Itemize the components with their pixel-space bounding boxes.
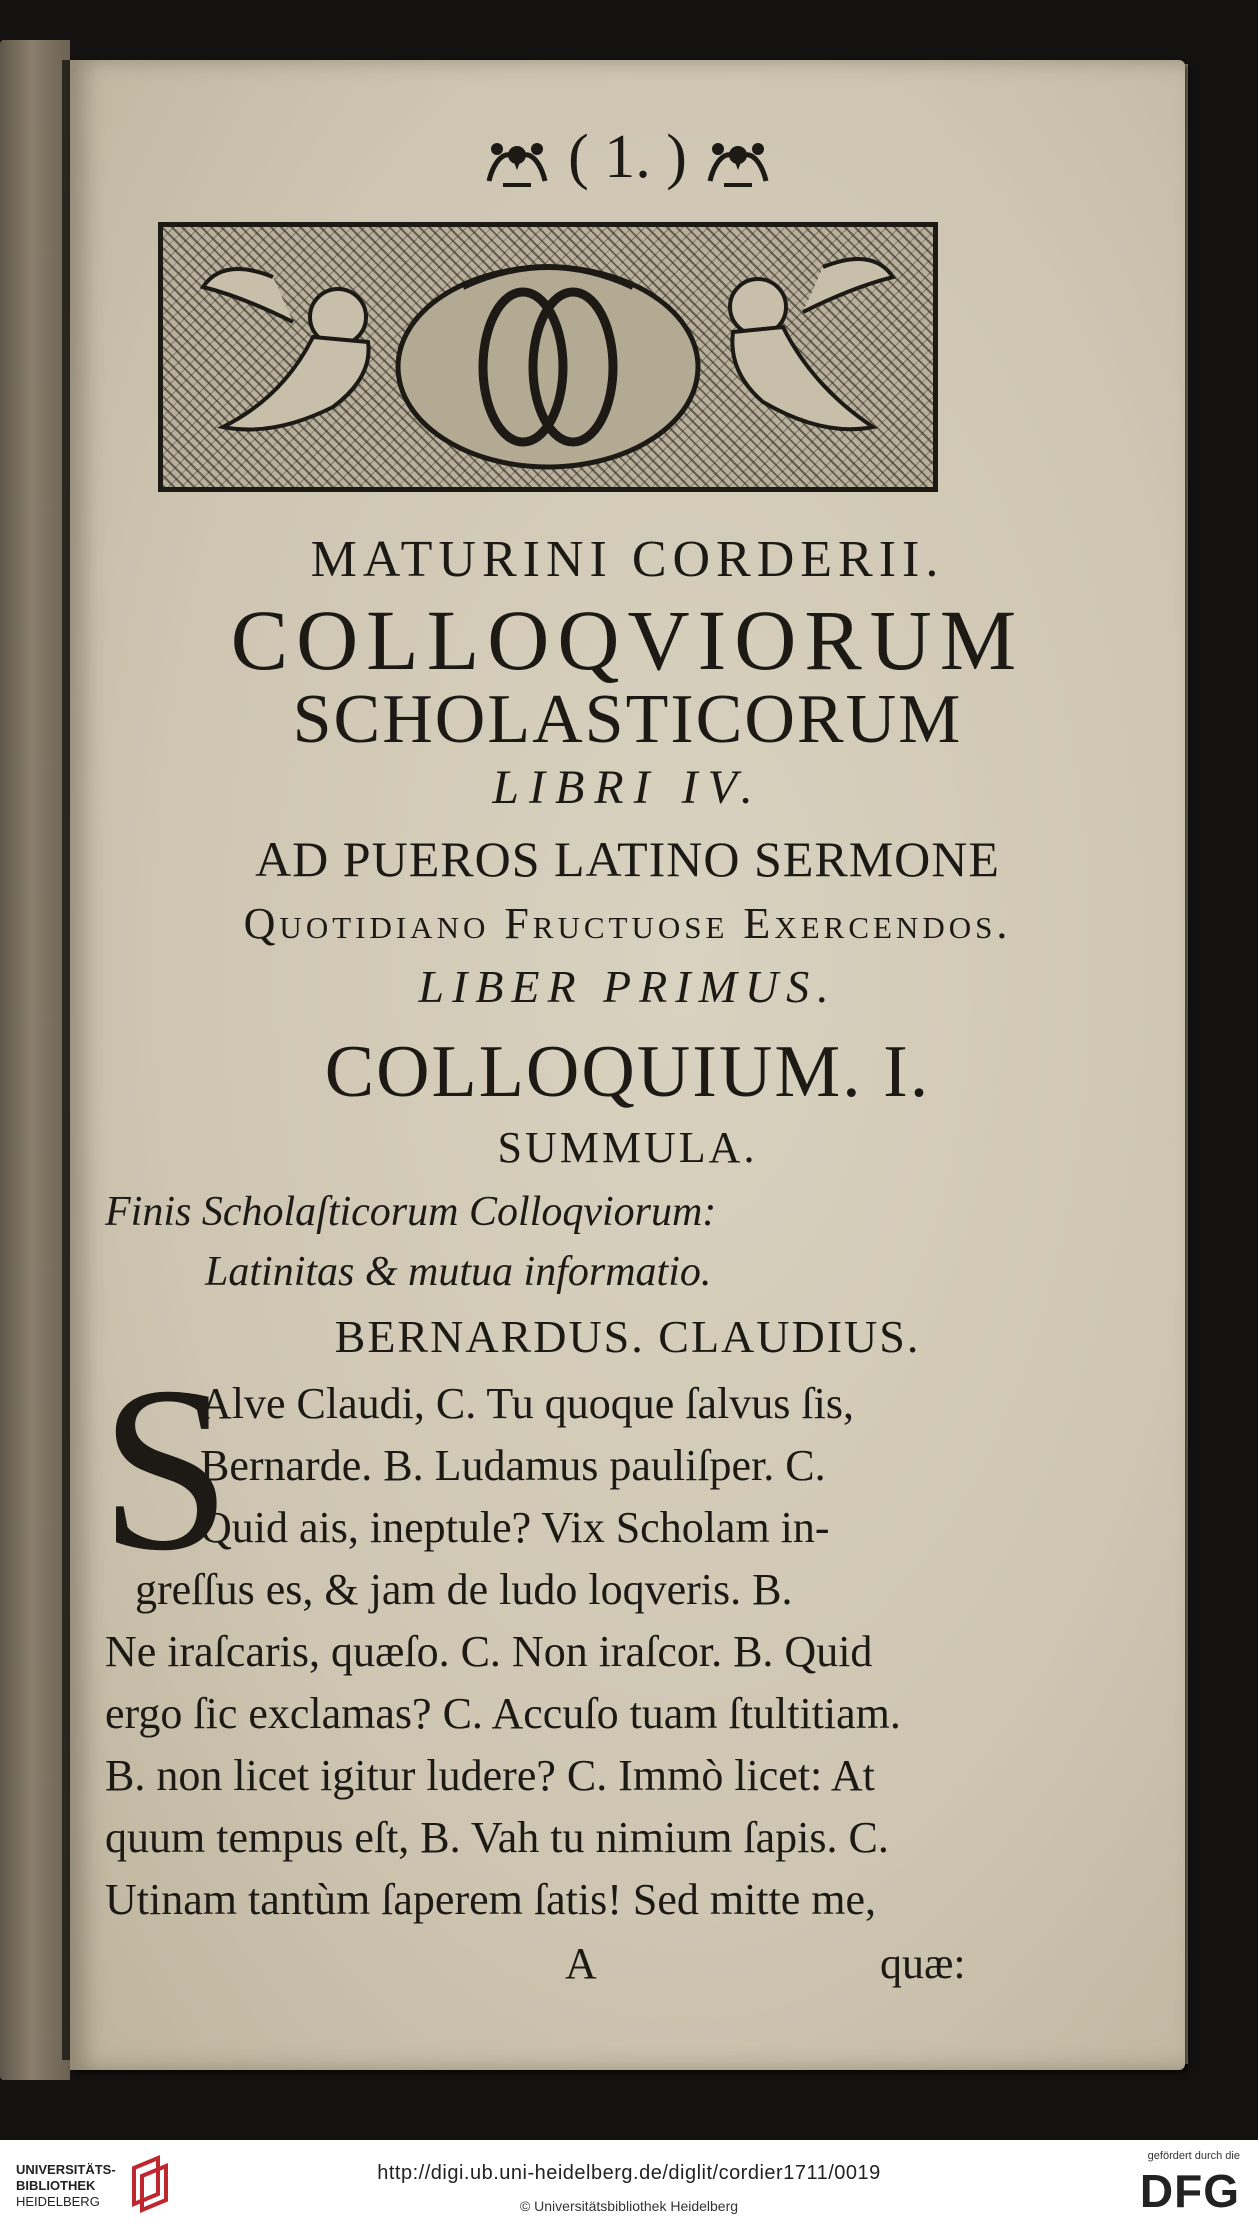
body-line: Quid ais, ineptule? Vix Scholam in-	[200, 1503, 830, 1552]
flower-ornament-icon	[481, 135, 553, 191]
university-line: HEIDELBERG	[16, 2194, 100, 2209]
body-line: ergo ſic exclamas? C. Accuſo tuam ſtultitiam.	[105, 1689, 901, 1738]
signature-mark: A	[565, 1939, 597, 1988]
copyright-notice: © Universitätsbibliothek Heidelberg	[519, 2198, 739, 2214]
header-left-bracket: (	[568, 123, 589, 191]
summary-line-2: Latinitas & mutua informatio.	[205, 1249, 712, 1295]
viewer-footer	[0, 2140, 1258, 2231]
drop-cap: S	[100, 1339, 232, 1600]
woodcut-headpiece	[158, 222, 938, 492]
body-line: Ne iraſcaris, quæſo. C. Non iraſcor. B. Quid	[105, 1627, 873, 1676]
permalink-url[interactable]: http://digi.ub.uni-heidelberg.de/diglit/cordier1711/0019	[377, 2162, 881, 2184]
previous-page-edge	[0, 40, 70, 2080]
page-number: 1.	[604, 123, 651, 191]
dfg-logo: DFG	[1139, 2165, 1240, 2217]
body-line: quum tempus eſt, B. Vah tu nimium ſapis. C.	[105, 1813, 889, 1862]
body-line: B. non licet igitur ludere? C. Immò licet: At	[105, 1751, 875, 1800]
libri-line: LIBRI IV.	[492, 761, 763, 814]
speakers-line: BERNARDUS. CLAUDIUS.	[334, 1311, 921, 1362]
liber-primus-line: LIBER PRIMUS.	[418, 961, 837, 1012]
body-line: Utinam tantùm ſaperem ſatis! Sed mitte me,	[105, 1875, 877, 1924]
university-line: UNIVERSITÄTS-	[16, 2162, 116, 2177]
author-line: MATURINI CORDERII.	[310, 531, 945, 588]
funding-note: gefördert durch die	[1147, 2150, 1240, 2162]
title-line-1: COLLOQVIORUM	[230, 592, 1025, 688]
body-line: Alve Claudi, C. Tu quoque ſalvus ſis,	[200, 1379, 854, 1428]
colloquium-heading: COLLOQUIUM. I.	[324, 1031, 931, 1113]
book-page	[70, 60, 1185, 2070]
university-line: BIBLIOTHEK	[16, 2178, 96, 2193]
header-right-bracket: )	[666, 123, 687, 191]
page-header	[70, 122, 1185, 193]
body-line: Bernarde. B. Ludamus pauliſper. C.	[200, 1441, 826, 1490]
cherubs-monogram-illustration	[163, 227, 933, 487]
quotidiano-line: Quotidiano Fructuose Exercendos.	[243, 899, 1012, 948]
catchword: quæ:	[880, 1939, 966, 1988]
summula-heading: SUMMULA.	[497, 1123, 758, 1172]
ad-pueros-line: AD PUEROS LATINO SERMONE	[255, 831, 1000, 887]
flower-ornament-icon	[702, 135, 774, 191]
body-line: greſſus es, & jam de ludo loqveris. B.	[135, 1565, 793, 1614]
title-line-2: SCHOLASTICORUM	[292, 681, 963, 758]
summary-line-1: Finis Scholaſticorum Colloqviorum:	[105, 1189, 717, 1235]
